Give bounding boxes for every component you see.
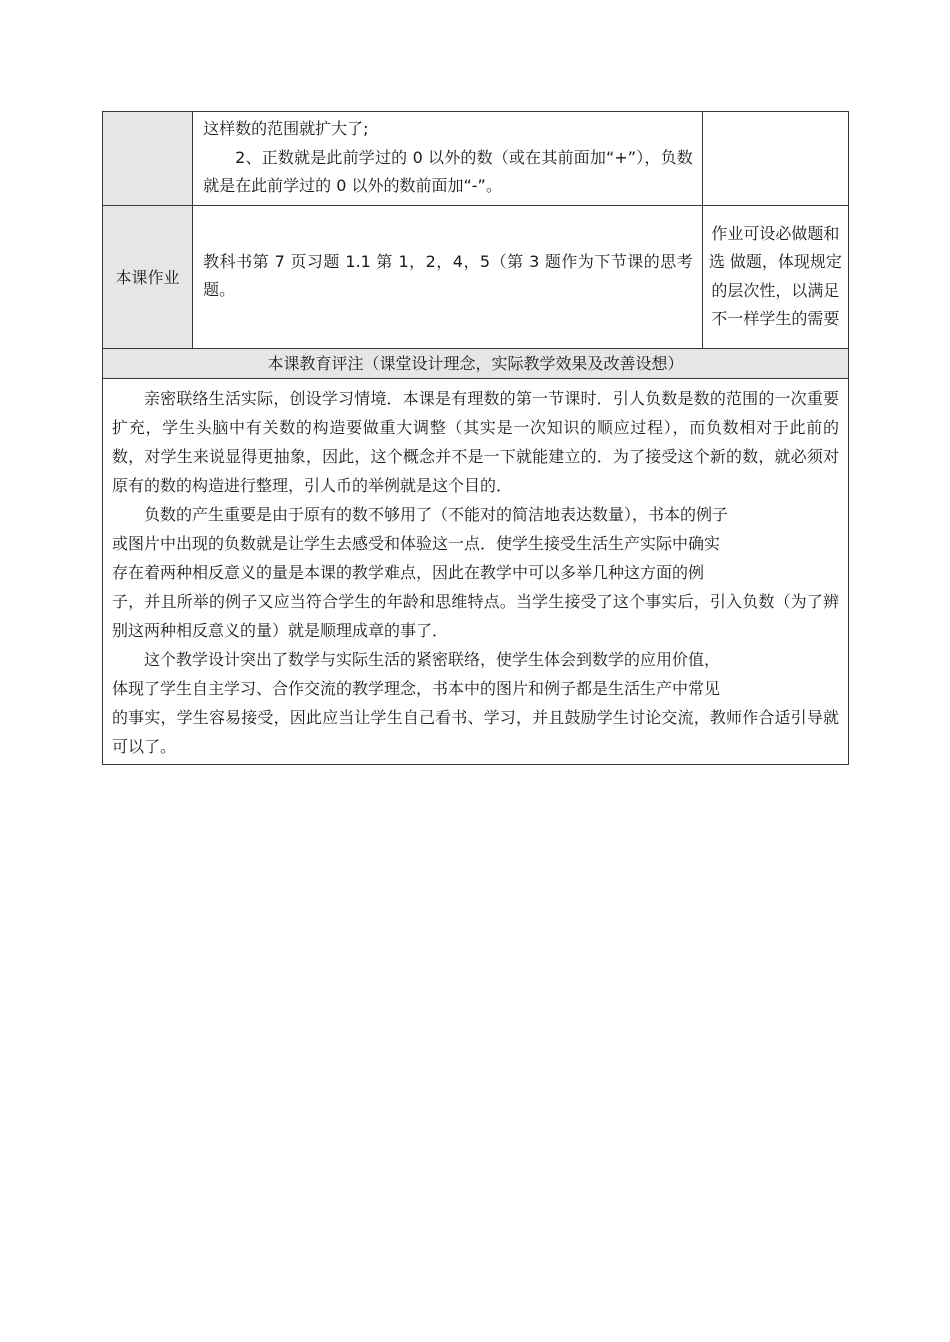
homework-content: 教科书第 7 页习题 1.1 第 1，2，4，5（第 3 题作为下节课的思考题。 xyxy=(203,251,693,299)
homework-row xyxy=(103,205,849,348)
comment-line-5: 子，并且所举的例子又应当符合学生的年龄和思维特点。当学生接受了这个事实后，引入负数（为了辨别这两种相反意义的量）就是顺理成章的事了． xyxy=(112,591,839,640)
homework-label: 本课作业 xyxy=(103,205,193,348)
homework-content-cell xyxy=(193,205,703,348)
homework-note: 作业可设必做题和选 做题，体现规定的层次性，以满足不一样学生的需要 xyxy=(708,223,842,328)
comment-line-2: 负数的产生重要是由于原有的数不够用了（不能对的简洁地表达数量），书本的例子 xyxy=(144,504,729,524)
comment-body-row xyxy=(103,378,849,764)
comment-line-6: 这个教学设计突出了数学与实际生活的紧密联络，使学生体会到数学的应用价值， xyxy=(144,649,721,669)
homework-note-cell xyxy=(702,205,848,348)
continuation-row xyxy=(103,112,849,206)
comment-line-4: 存在着两种相反意义的量是本课的教学难点，因此在教学中可以多举几种这方面的例 xyxy=(112,562,705,582)
continuation-content-cell xyxy=(193,112,703,206)
continuation-note-empty xyxy=(702,112,848,206)
row-label-empty xyxy=(103,112,193,206)
continuation-line-1: 这样数的范围就扩大了; xyxy=(203,119,369,138)
comment-body xyxy=(103,379,848,764)
comment-line-8: 的事实，学生容易接受，因此应当让学生自己看书、学习，并且鼓励学生讨论交流，教师作合适引导就可以了。 xyxy=(112,707,839,756)
comment-header-row xyxy=(103,348,849,378)
comment-line-7: 体现了学生自主学习、合作交流的教学理念，书本中的图片和例子都是生活生产中常见 xyxy=(112,678,721,698)
comment-line-3: 或图片中出现的负数就是让学生去感受和体验这一点．使学生接受生活生产实际中确实 xyxy=(112,533,721,553)
comment-header: 本课教育评注（课堂设计理念，实际教学效果及改善设想） xyxy=(103,348,849,378)
comment-paragraph-1: 亲密联络生活实际，创设学习情境．本课是有理数的第一节课时．引人负数是数的范围的一次重要扩充，学生头脑中有关数的构造要做重大调整（其实是一次知识的顺应过程），而负数相对于此前的数，对学生来说显得更抽象，因此，这个概念并不是一下就能建立的．为了接受这个新的数，就必须对原有的数的构造进行整理，引人币的举例就是这个目的． xyxy=(112,388,839,495)
lesson-plan-table xyxy=(102,111,849,765)
comment-body-cell xyxy=(103,378,849,764)
continuation-paragraph-2: 2、正数就是此前学过的 0 以外的数（或在其前面加“+”），负数就是在此前学过的 0 以外的数前面加“-”。 xyxy=(203,147,693,195)
